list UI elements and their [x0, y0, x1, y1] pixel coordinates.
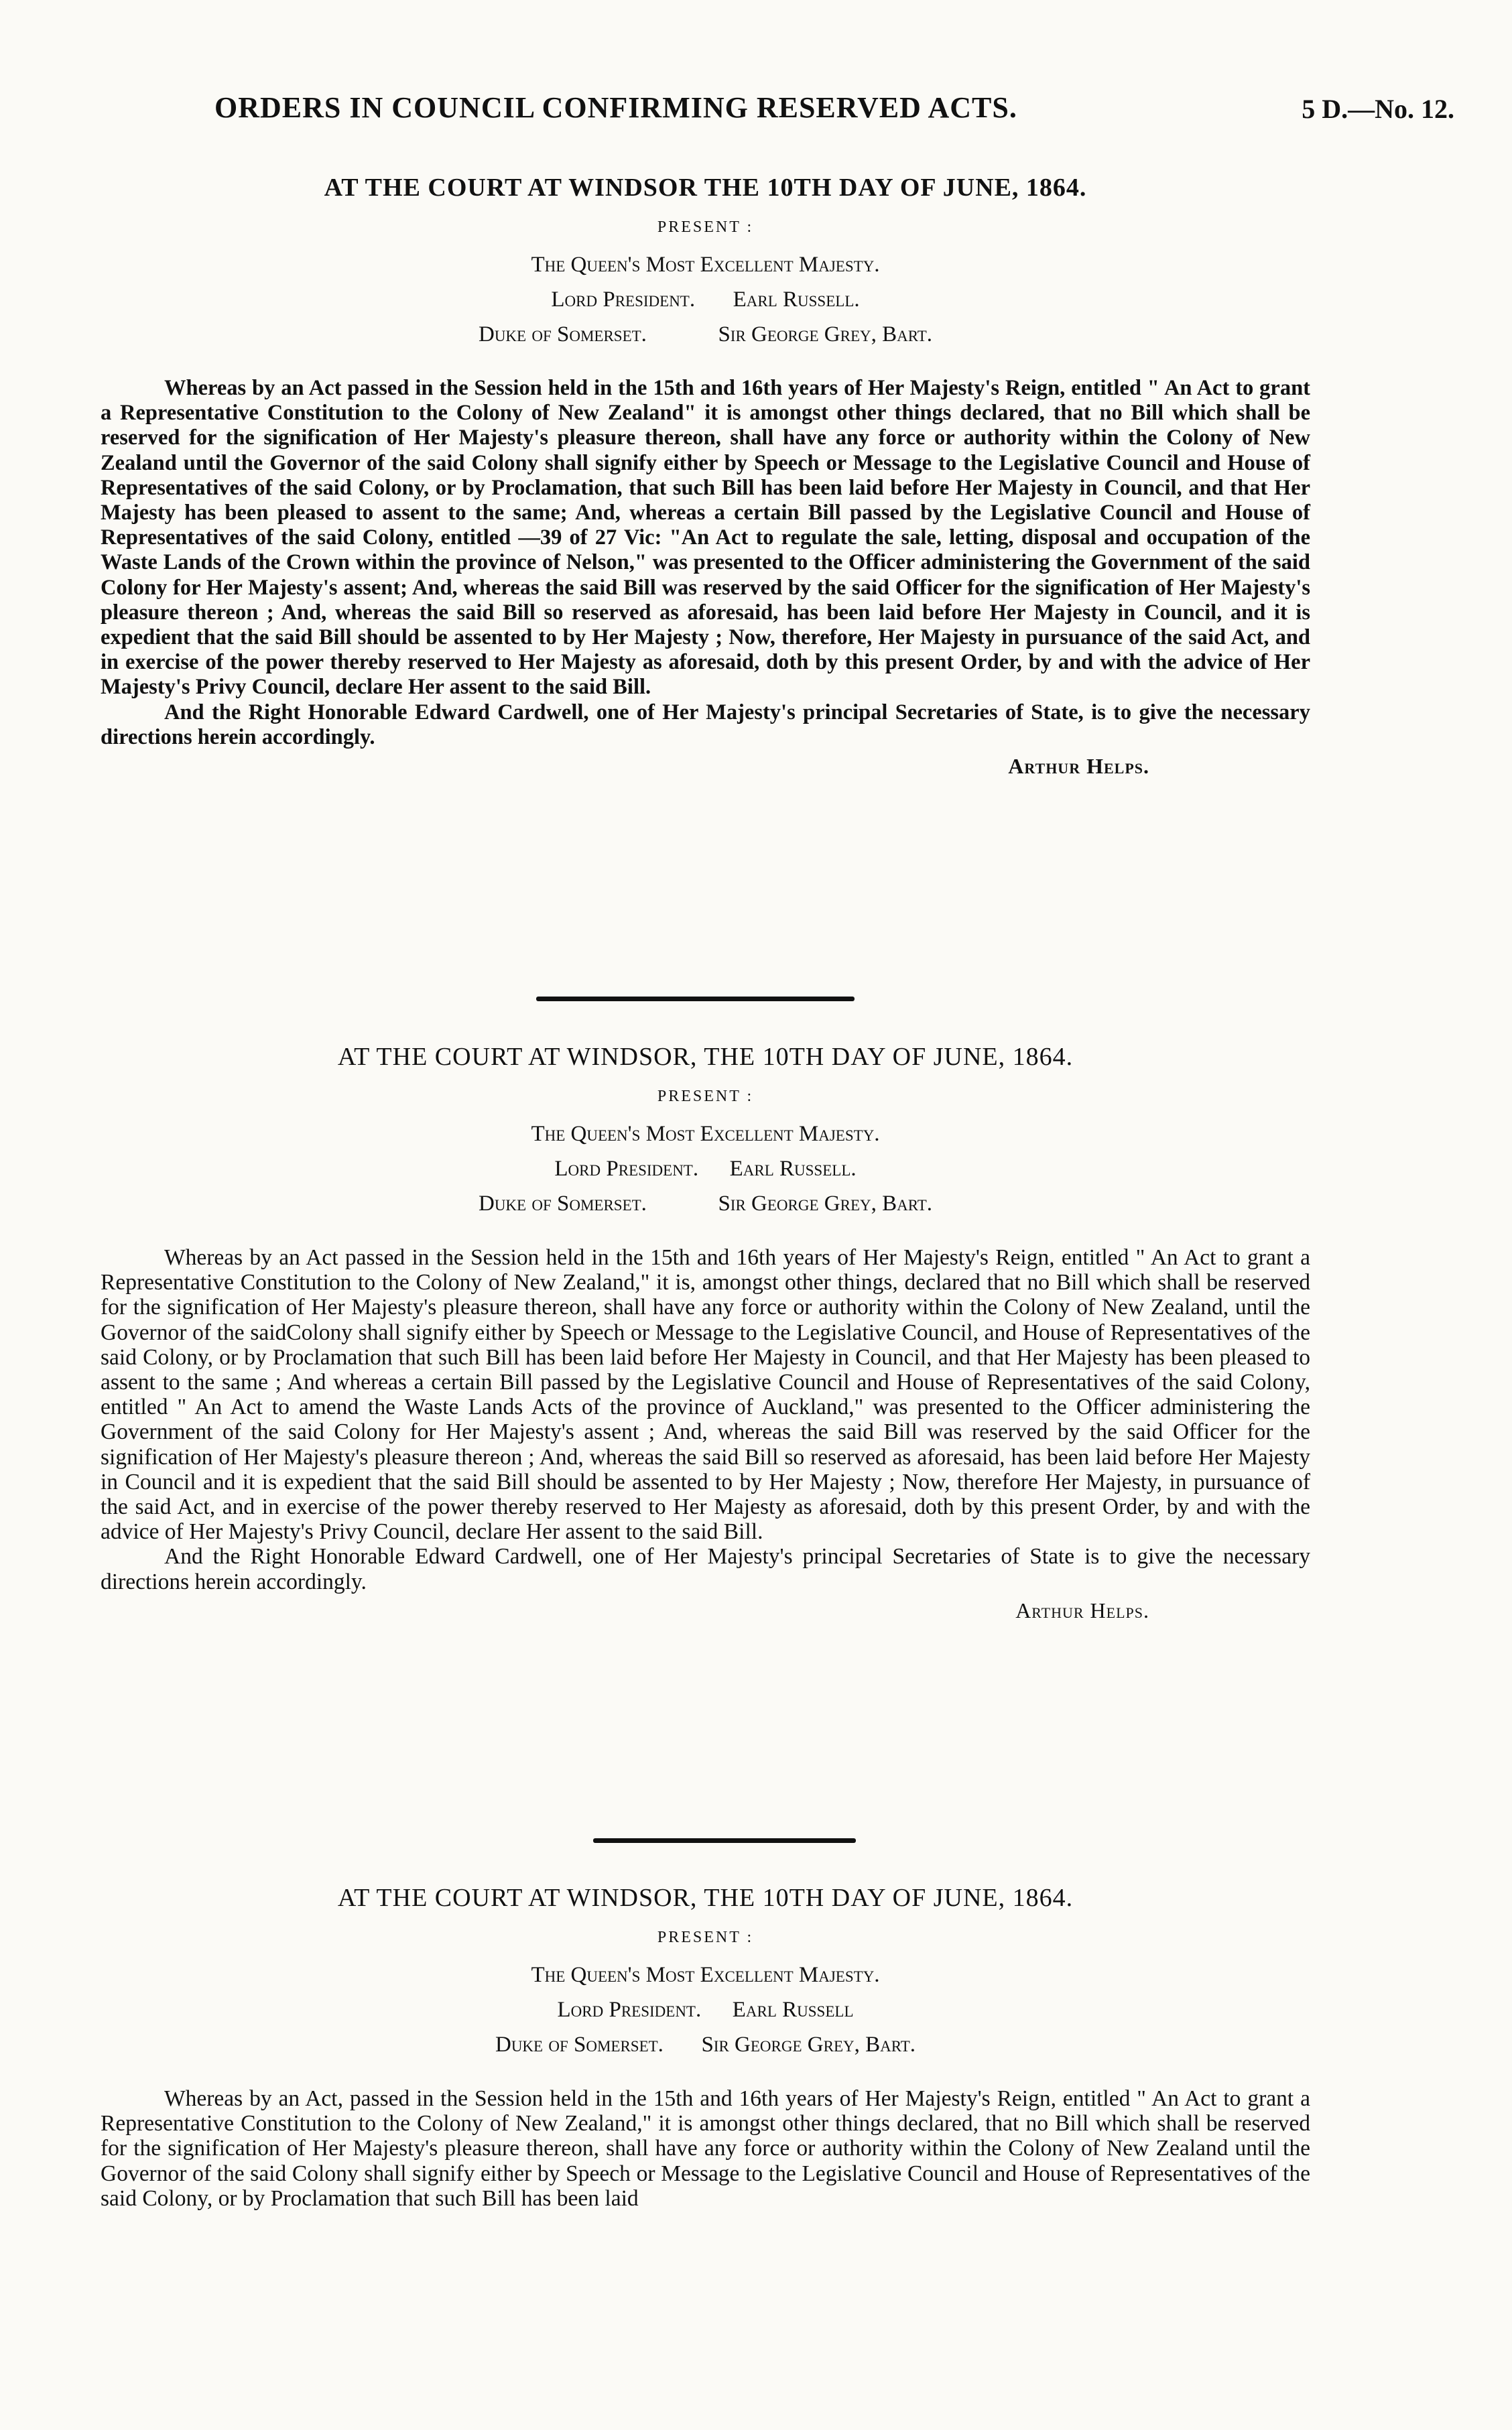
order-direction: And the Right Honorable Edward Cardwell, one of Her Majesty's principal Secretaries of State, is to give the necessary directions herein accordingly.	[101, 700, 1310, 749]
order-section-1	[101, 173, 1310, 779]
present-label: PRESENT :	[657, 1088, 754, 1105]
attendee-line-1	[101, 1116, 1310, 1151]
section-divider-1	[536, 997, 855, 1001]
attendee-line-1	[101, 247, 1310, 282]
attendee-line-3	[101, 2027, 1310, 2062]
attendee-line-2	[101, 1992, 1310, 2027]
attendee-earl-russell: Earl Russell.	[733, 287, 860, 312]
page-header	[214, 90, 1454, 144]
court-heading: AT THE COURT AT WINDSOR, THE 10TH DAY OF JUNE, 1864.	[337, 1043, 1074, 1071]
attendee-line-2	[101, 282, 1310, 317]
attendee-line-2	[101, 1151, 1310, 1186]
attendee-lord-president: Lord President.	[554, 1157, 699, 1181]
present-label: PRESENT :	[657, 218, 754, 236]
section-divider-2	[593, 1838, 856, 1843]
attendee-queen: The Queen's Most Excellent Majesty.	[531, 1963, 880, 1987]
attendee-earl-russell: Earl Russell	[732, 1998, 854, 2022]
order-section-3	[101, 1883, 1310, 2211]
attendee-sir-george-grey: Sir George Grey, Bart.	[701, 2033, 916, 2057]
attendee-sir-george-grey: Sir George Grey, Bart.	[718, 1192, 932, 1216]
attendee-earl-russell: Earl Russell.	[729, 1157, 857, 1181]
court-heading: AT THE COURT AT WINDSOR, THE 10TH DAY OF JUNE, 1864.	[337, 1884, 1074, 1912]
attendee-line-3	[101, 317, 1310, 352]
attendee-duke-of-somerset: Duke of Somerset.	[478, 322, 647, 346]
order-body: Whereas by an Act passed in the Session held in the 15th and 16th years of Her Majesty's Reign, entitled " An Act to grant a Representative Constitution to the Colony of New Zealand" it is amongst other things declared, that no Bill which shall be reserved for the signification of Her Majesty's pleasure thereon, shall have any force or authority within the Colony of New Zealand until the Governor of the said Colony shall signify either by Speech or Message to the Legislative Council and House of Representatives of the said Colony, or by Proclamation, that such Bill has been laid before Her Majesty in Council, and that Her Majesty has been pleased to assent to the same; And, whereas a certain Bill passed by the Legislative Council and House of Representatives of the said Colony, entitled —39 of 27 Vic: "An Act to regulate the sale, letting, disposal and occupation of the Waste Lands of the Crown within the province of Nelson," was presented to the Officer administering the Government of the said Colony for Her Majesty's assent; And, whereas the said Bill was reserved by the said Officer for the signification of Her Majesty's pleasure thereon ; And, whereas the said Bill so reserved as aforesaid, has been laid before Her Majesty in Council, and it is expedient that the said Bill should be assented to by Her Majesty ; Now, therefore, Her Majesty in pursuance of the said Act, and in exercise of the power thereby reserved to Her Majesty as aforesaid, doth by this present Order, by and with the advice of Her Majesty's Privy Council, declare Her assent to the said Bill.	[101, 376, 1310, 700]
page-title: ORDERS IN COUNCIL CONFIRMING RESERVED ACTS.	[214, 91, 1017, 124]
order-section-2	[101, 1042, 1310, 1623]
signature: Arthur Helps.	[1015, 1598, 1149, 1622]
signature: Arthur Helps.	[1008, 754, 1149, 779]
present-label: PRESENT :	[657, 1929, 754, 1946]
attendee-duke-of-somerset: Duke of Somerset.	[478, 1192, 647, 1216]
attendee-queen: The Queen's Most Excellent Majesty.	[531, 253, 880, 277]
order-direction: And the Right Honorable Edward Cardwell, one of Her Majesty's principal Secretaries of State is to give the necessary directions herein accordingly.	[101, 1544, 1310, 1594]
attendee-duke-of-somerset: Duke of Somerset.	[495, 2033, 664, 2057]
attendee-line-1	[101, 1958, 1310, 1992]
court-heading: AT THE COURT AT WINDSOR THE 10TH DAY OF JUNE, 1864.	[324, 174, 1087, 202]
order-body: Whereas by an Act, passed in the Session held in the 15th and 16th years of Her Majesty's Reign, entitled " An Act to grant a Representative Constitution to the Colony of New Zealand," it is amongst other things declared, that no Bill which shall be reserved for the signification of Her Majesty's pleasure thereon, shall have any force or authority within the Colony of New Zealand until the Governor of the said Colony shall signify either by Speech or Message to the Legislative Council and House of Representatives of the said Colony, or by Proclamation that such Bill has been laid	[101, 2086, 1310, 2211]
order-body: Whereas by an Act passed in the Session held in the 15th and 16th years of Her Majesty's Reign, entitled " An Act to grant a Representative Constitution to the Colony of New Zealand," it is, amongst other things, declared that no Bill which shall be reserved for the signification of Her Majesty's pleasure thereon, shall have any force or authority within the Colony of New Zealand, until the Governor of the saidColony shall signify either by Speech or Message to the Legislative Council, and House of Representatives of the said Colony, or by Proclamation that such Bill has been laid before Her Majesty in Council, and that Her Majesty has been pleased to assent to the same ; And whereas a certain Bill passed by the Legislative Council and House of Representatives of the said Colony, entitled " An Act to amend the Waste Lands Acts of the province of Auckland," was presented to the Officer administering the Government of the said Colony for Her Majesty's assent ; And, whereas the said Bill was reserved by the said Officer for the signification of Her Majesty's pleasure thereon ; And, whereas the said Bill so reserved as aforesaid, has been laid before Her Majesty in Council and it is expedient that the said Bill should be assented to by Her Majesty ; Now, therefore Her Majesty, in pursuance of the said Act, and in exercise of the power thereby reserved to Her Majesty as aforesaid, doth by this present Order, by and with the advice of Her Majesty's Privy Council, declare Her assent to the said Bill.	[101, 1245, 1310, 1545]
attendee-lord-president: Lord President.	[557, 1998, 702, 2022]
attendee-lord-president: Lord President.	[551, 287, 696, 312]
document-reference: 5 D.—No. 12.	[1302, 94, 1454, 124]
attendee-line-3	[101, 1186, 1310, 1221]
attendee-sir-george-grey: Sir George Grey, Bart.	[718, 322, 932, 346]
attendee-queen: The Queen's Most Excellent Majesty.	[531, 1122, 880, 1146]
